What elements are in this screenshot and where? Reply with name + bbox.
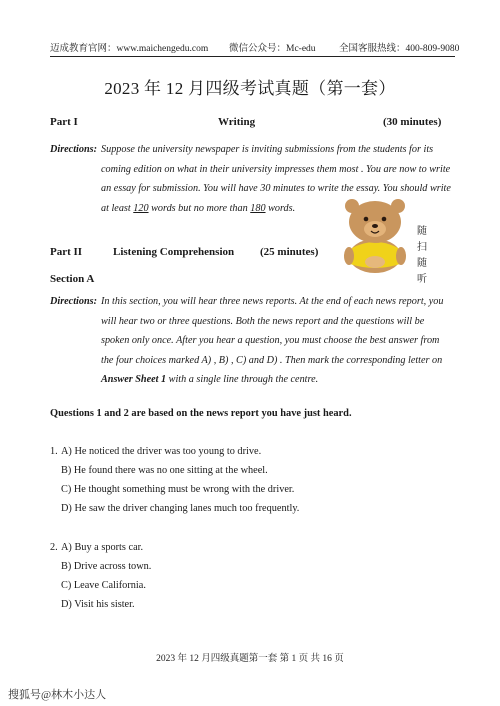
section-a-label: Section A (50, 273, 95, 285)
part2-directions (101, 292, 453, 390)
answer-option: A) He noticed the driver was too young to drive. (61, 446, 262, 457)
side-char: 听 (417, 274, 427, 285)
header-divider (50, 56, 455, 57)
part1-time: (30 minutes) (383, 116, 442, 128)
answer-option: C) He thought something must be wrong with the driver. (61, 484, 295, 495)
part1-name: Writing (218, 116, 256, 128)
part1-label: Part I (50, 116, 78, 128)
page-title: 2023 年 12 月四级考试真题（第一套） (104, 79, 396, 98)
watermark: 搜狐号@林木小达人 (8, 689, 107, 701)
answer-option: B) He found there was no one sitting at the wheel. (61, 465, 268, 476)
part2-line: spoken only once. After you hear a question, you must choose the best answer from (101, 335, 440, 346)
part2-directions-label: Directions: (50, 296, 97, 307)
part2-label: Part II (50, 246, 83, 258)
questions-header: Questions 1 and 2 are based on the news report you have just heard. (50, 408, 352, 419)
max-words: 180 (250, 202, 266, 214)
answer-option: A) Buy a sports car. (61, 542, 144, 553)
answer-option: C) Leave California. (61, 580, 146, 591)
header-hotline: 全国客服热线：400-809-9080 (339, 44, 460, 54)
part2-line: will hear two or three questions. Both the news report and the questions will be (101, 315, 425, 327)
part1-line: Suppose the university newspaper is inviting submissions from the students for its (101, 144, 434, 155)
part1-directions-label: Directions: (50, 144, 97, 155)
answer-option: D) He saw the driver changing lanes much too frequently. (61, 503, 300, 514)
part2-line: In this section, you will hear three news reports. At the end of each news report, you (101, 296, 444, 307)
part1-line: coming edition on what in their university impresses them most . You are now to write (101, 163, 451, 175)
side-char: 随 (417, 226, 427, 237)
question-number: 1. (50, 446, 58, 457)
answer-option: D) Visit his sister. (61, 599, 135, 610)
answer-option: B) Drive across town. (61, 561, 152, 572)
bear-mascot-image (338, 196, 412, 276)
answer-sheet-ref: Answer Sheet 1 (101, 374, 167, 385)
part1-line: an essay for submission. You will have 30 minutes to write the essay. You should write (101, 183, 451, 194)
part2-time: (25 minutes) (260, 246, 319, 258)
part1-line-last: at least 120 words but no more than 180 words. (101, 202, 296, 214)
header-wechat: 微信公众号：Mc-edu (229, 44, 316, 54)
question-number: 2. (50, 542, 58, 553)
page-footer: 2023 年 12 月四级真题第一套 第 1 页 共 16 页 (156, 654, 344, 664)
side-char: 随 (417, 258, 427, 269)
part2-line-last: Answer Sheet 1 with a single line through the centre. (101, 374, 319, 385)
part2-line: the four choices marked A) , B) , C) and D) . Then mark the corresponding letter on (101, 354, 443, 366)
part2-name: Listening Comprehension (113, 246, 235, 258)
min-words: 120 (133, 202, 149, 214)
side-char: 扫 (417, 242, 427, 253)
header-website: 迈成教育官网：www.maichengedu.com (50, 44, 209, 54)
